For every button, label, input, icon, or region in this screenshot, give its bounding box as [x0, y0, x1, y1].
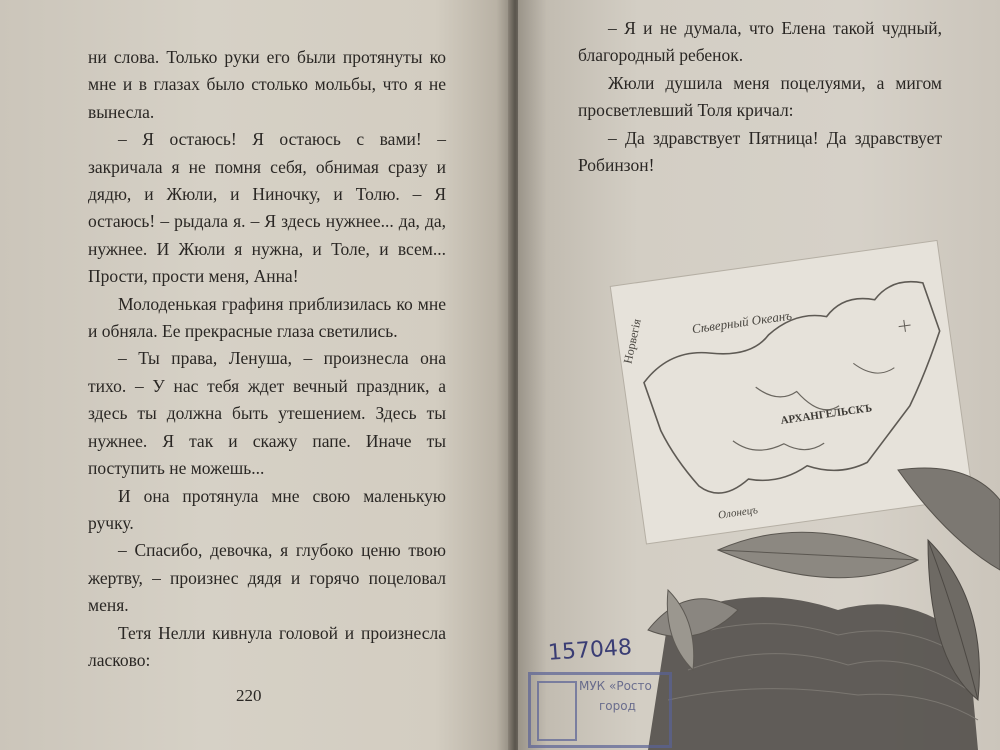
paragraph: ни слова. Только руки его были протянуты ко мне и в глазах было столько мольбы, что я не вынесла. — [88, 47, 446, 122]
paragraph: – Да здравствует Пятница! Да здравствует Робинзон! — [578, 127, 942, 176]
paragraph: – Ты права, Ленуша, – произнесла она тихо. – У нас тебя ждет вечный праздник, а здесь ты должна быть утешением. Здесь ты нужнее. Я так и скажу папе. Иначе ты поступить не можешь... — [88, 348, 446, 479]
paragraph: – Я остаюсь! Я остаюсь с вами! – закричала я не помня себя, обнимая сразу и дядю, и Жюли, и Ниночку, и Толю. – Я остаюсь! – рыдала я. – Я здесь нужнее... да, да, нужнее. И Жюли я нужна, и Толе, и всем... Прости, прости меня, Анна! — [88, 129, 446, 287]
map-label: Олонецъ — [717, 504, 759, 522]
library-inventory-number: 157048 — [547, 635, 633, 666]
stamp-text: город — [599, 699, 636, 713]
leaf-icon — [718, 532, 918, 578]
map-label: Норвегія — [620, 317, 644, 365]
library-stamp — [528, 672, 672, 748]
map-label: АРХАНГЕЛЬСКЪ — [779, 402, 873, 427]
leaf-icon — [898, 468, 1000, 570]
paragraph: Молоденькая графиня приблизилась ко мне и обняла. Ее прекрасные глаза светились. — [88, 293, 446, 342]
stamp-text: МУК «Росто — [579, 679, 652, 693]
right-page-text — [578, 15, 942, 179]
map-label: Сѣверный Океанъ — [690, 307, 793, 337]
paragraph: – Спасибо, девочка, я глубоко ценю твою жертву, – произнес дядя и горячо поцеловал меня. — [88, 540, 446, 616]
paragraph: Жюли душила меня поцелуями, а мигом просветлевший Толя кричал: — [578, 72, 942, 121]
paragraph: – Я и не думала, что Елена такой чудный, благородный ребенок. — [578, 18, 942, 66]
right-page — [518, 0, 1000, 750]
paragraph: Тетя Нелли кивнула головой и произнесла ласково: — [88, 622, 446, 670]
paragraph: И она протянула мне свою маленькую ручку. — [88, 485, 446, 533]
left-page-text — [88, 44, 446, 674]
page-number: 220 — [236, 686, 262, 705]
